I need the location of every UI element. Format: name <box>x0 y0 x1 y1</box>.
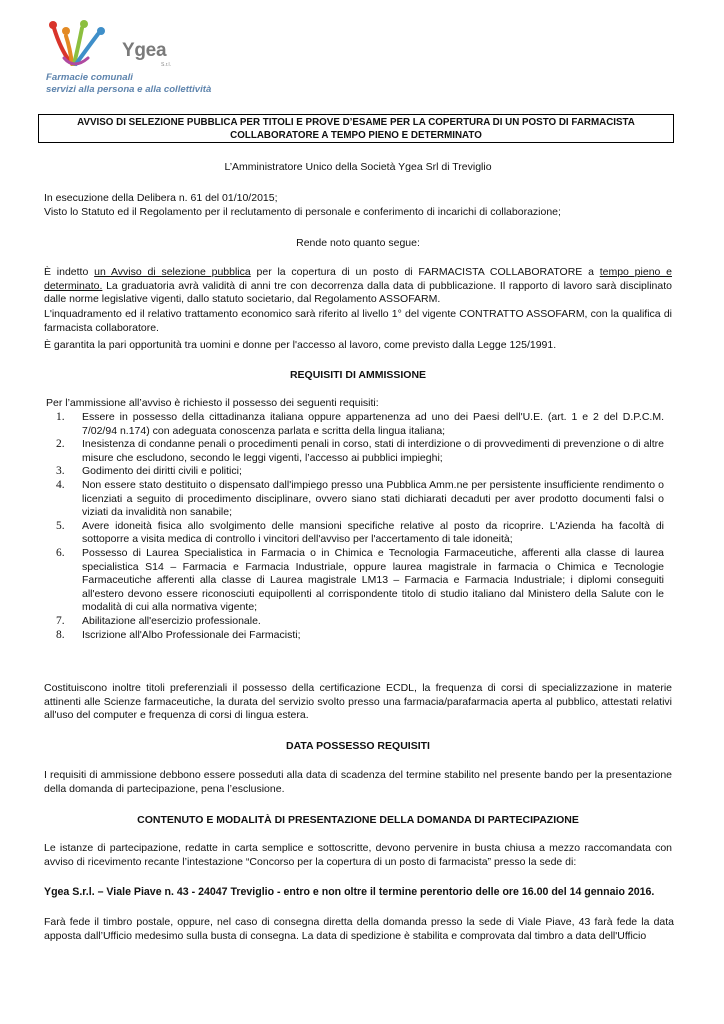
requisito-item <box>44 615 664 629</box>
requisito-text: Iscrizione all'Albo Professionale dei Farmacisti; <box>82 628 301 641</box>
requisito-text: Inesistenza di condanne penali o procedimenti penali in corso, stati di interdizione o di provvedimenti di prevenzione o di altre misure che escludono, secondo le leggi vigenti, l’accesso ai pubblici impieghi; <box>82 438 664 464</box>
requisito-text: Essere in possesso della cittadinanza italiana oppure appartenenza ad uno dei Paesi dell'U.E. (art. 1 e 2 del D.P.C.M. 7/02/94 n.174) con adeguata conoscenza parlata e scritta della lingua italiana; <box>82 411 664 437</box>
title-line-1: AVVISO DI SELEZIONE PUBBLICA PER TITOLI E PROVE D’ESAME PER LA COPERTURA DI UN POSTO DI FARMACISTA <box>77 117 635 128</box>
requisito-number: 8. <box>56 628 65 641</box>
requisito-number: 7. <box>56 614 65 627</box>
contenuto-text: Le istanze di partecipazione, redatte in carta semplice e sottoscritte, devono pervenire in busta chiusa a mezzo raccomandata con avviso di ricevimento recante l’intestazione “Concorso per la copertura di un posto di farmacista” presso la sede di: <box>44 842 672 868</box>
logo-tagline-1: Farmacie comunali <box>46 72 133 83</box>
requisito-text: Non essere stato destituito o dispensato dall'impiego presso una Pubblica Amm.ne per persistente insufficiente rendimento o licenziati a seguito di procedimento disciplinare, ovvero siano stati dichiarati decaduti per aver prodotto documenti falsi o viziati da invalidità non sanabile; <box>82 478 664 519</box>
document-title <box>38 114 674 143</box>
para1-text-c: La graduatoria avrà validità di anni tre con decorrenza dalla data di pubblicazione. Il rapporto di lavoro sarà disciplinato dalle norme legislative vigenti, dallo statuto societario, dal Regolamento ASSOFARM. <box>44 279 672 306</box>
requisito-text: Possesso di Laurea Specialistica in Farmacia o in Chimica e Tecnologia Farmaceutiche, afferenti alla classe di laurea specialistica S14 – Farmacia e Farmacia Industriale, oppure laurea magistrale in farmacia o Chimica e Tecnologie Farmaceutiche afferenti alla classe di Laurea magistrale LM13 – Farmacia e Farmacia Industriale; i diplomi conseguiti all'estero devono essere riconosciuti equipollenti al corrispondente titolo di studio italiano dal Ministero della Salute con le modalità di cui alla normativa vigente; <box>82 546 664 614</box>
para1-text-b: per la copertura di un posto di FARMACISTA COLLABORATORE a <box>250 266 600 278</box>
section-contenuto-heading: CONTENUTO E MODALITÀ DI PRESENTAZIONE DELLA DOMANDA DI PARTECIPAZIONE <box>137 814 579 826</box>
requisito-number: 5. <box>56 519 65 532</box>
requisiti-list <box>44 411 664 642</box>
ygea-logo <box>44 18 244 96</box>
requisito-number: 6. <box>56 546 65 559</box>
requisito-item <box>44 479 664 520</box>
para1-underline-avviso: un Avviso di selezione pubblica <box>94 266 251 278</box>
paragraph-pari-opportunita: È garantita la pari opportunità tra uomini e donne per l'accesso al lavoro, come previsto dalla Legge 125/1991. <box>44 339 557 351</box>
requisito-item <box>44 438 664 465</box>
requisiti-intro: Per l’ammissione all’avviso è richiesto il possesso dei seguenti requisiti: <box>46 397 379 409</box>
requisito-number: 2. <box>56 438 65 451</box>
logo-tagline-2: servizi alla persona e alla collettività <box>46 84 212 95</box>
section-requisiti-heading: REQUISITI DI AMMISSIONE <box>289 369 427 381</box>
logo-figures-icon <box>44 18 124 70</box>
title-line-2: COLLABORATORE A TEMPO PIENO E DETERMINATO <box>230 130 482 141</box>
requisito-number: 4. <box>56 478 65 491</box>
timbro-text: Farà fede il timbro postale, oppure, nel caso di consegna diretta della domanda presso la sede di Viale Piave, 43 farà fede la data apposta dall’Ufficio medesimo sulla busta di consegna. La data di spedizione è stabilita e comprovata dal timbro a data dell'Ufficio <box>44 916 674 942</box>
requisito-item <box>44 520 664 547</box>
data-possesso-text: I requisiti di ammissione debbono essere posseduti alla data di scadenza del termine stabilito nel presente bando per la presentazione della domanda di partecipazione, pena l’esclusione. <box>44 769 672 795</box>
issuer-line: L’Amministratore Unico della Società Ygea Srl di Treviglio <box>224 161 492 173</box>
logo-srl: S.r.l. <box>161 62 172 68</box>
address-deadline: Ygea S.r.l. – Viale Piave n. 43 - 24047 Treviglio - entro e non oltre il termine perentorio delle ore 16.00 del 14 gennaio 2016. <box>44 886 655 898</box>
preamble-delibera: In esecuzione della Delibera n. 61 del 01/10/2015; <box>44 192 278 204</box>
requisito-text: Abilitazione all'esercizio professionale. <box>82 614 261 627</box>
paragraph-inquadramento: L'inquadramento ed il relativo trattamento economico sarà riferito al livello 1° del vigente CONTRATTO ASSOFARM, con la qualifica di farmacista collaboratore. <box>44 308 672 334</box>
requisito-item <box>44 629 664 643</box>
para1-underline-tempo: tempo pieno e determinato. <box>44 266 672 292</box>
requisito-item <box>44 465 664 479</box>
requisito-number: 1. <box>56 411 65 423</box>
section-data-heading: DATA POSSESSO REQUISITI <box>286 740 430 752</box>
logo-brand: Ygea <box>122 40 167 61</box>
paragraph-indizione <box>44 266 672 307</box>
titoli-preferenziali: Costituiscono inoltre titoli preferenziali il possesso della certificazione ECDL, la frequenza di corsi di specializzazione in materie attinenti alle Scienze farmaceutiche, la durata del servizio svolto presso una farmacia/parafarmacia aperta al pubblico, attestati relativi all'uso del computer e frequenza di corsi di lingua estera. <box>44 682 672 722</box>
requisito-item <box>44 547 664 615</box>
requisito-text: Avere idoneità fisica allo svolgimento delle mansioni specifiche relative al posto da ricoprire. L'Azienda ha facoltà di sottoporre a visita medica di controllo i vincitori dell'avviso per l'accertamento di tale idoneità; <box>82 519 664 546</box>
requisito-number: 3. <box>56 465 65 478</box>
para1-text-a: È indetto <box>44 266 95 278</box>
requisito-item <box>44 411 664 438</box>
rende-noto: Rende noto quanto segue: <box>296 237 420 249</box>
requisito-text: Godimento dei diritti civili e politici; <box>82 465 242 478</box>
preamble-statuto: Visto lo Statuto ed il Regolamento per il reclutamento di personale e conferimento di incarichi di collaborazione; <box>44 206 561 218</box>
